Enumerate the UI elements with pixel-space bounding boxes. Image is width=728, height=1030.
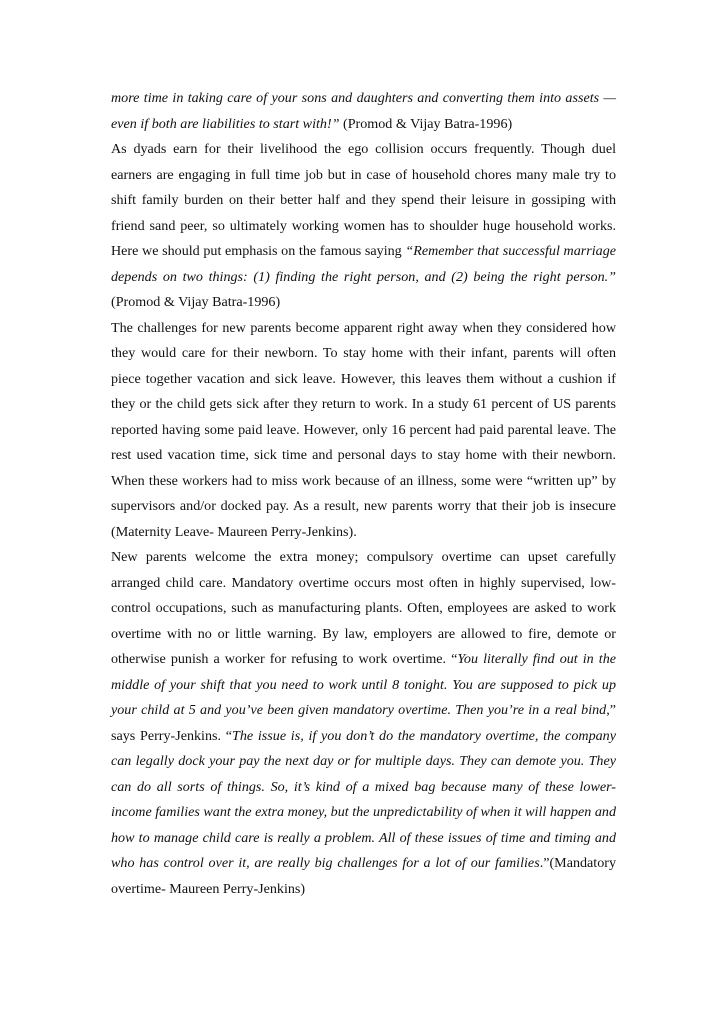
citation: (Promod & Vijay Batra-1996) — [111, 294, 281, 310]
body-text: New parents welcome the extra money; compulsory overtime can upset carefully arranged child care. Mandatory overtime occurs most often in highly supervised, low-control occupations, such as manufacturing plants. Often, employees are asked to work overtime with no or little warning. By law, employers are allowed to fire, demote or otherwise punish a worker for refusing to work overtime. “ — [111, 549, 616, 667]
italic-quote: more time in taking care of your sons and daughters and converting them into assets —even if both are liabilities to start with!” — [111, 90, 616, 132]
italic-quote: The issue is, if you don’t do the mandatory overtime, the company can legally dock your pay the next day or for multiple days. They can demote you. They can do all sorts of things. So, it’s kind of a mixed bag because many of these lower-income families want the extra money, but the unpredictability of when it will happen and how to manage child care is really a problem. All of these issues of time and timing and who has control over it, are really big challenges for a lot of our families — [111, 727, 616, 871]
body-text: As dyads earn for their livelihood the ego collision occurs frequently. Though duel earners are engaging in full time job but in case of household chores many male try to shift family burden on their better half and they spend their leisure in gossiping with friend sand peer, so ultimately working women has to shoulder huge household works. Here we should put emphasis on the famous saying — [111, 141, 616, 259]
italic-quote: “Remember that successful marriage depends on two things: (1) finding the right person, and (2) being the right person.” — [111, 243, 616, 285]
document-body — [111, 86, 616, 902]
paragraph-new-parents-challenges — [111, 316, 616, 546]
body-text: ,” says Perry-Jenkins. “ — [111, 702, 616, 744]
citation: .”(Mandatory overtime- Maureen Perry-Jenkins) — [111, 855, 616, 897]
paragraph-mandatory-overtime — [111, 545, 616, 902]
paragraph-batra-quote-continued — [111, 86, 616, 137]
paragraph-dyads — [111, 137, 616, 316]
italic-quote: You literally find out in the middle of your shift that you need to work until 8 tonight. You are supposed to pick up your child at 5 and you’ve been given mandatory overtime. Then you’re in a real bind — [111, 651, 616, 718]
citation: (Promod & Vijay Batra-1996) — [339, 115, 513, 132]
body-text: The challenges for new parents become apparent right away when they considered how they would care for their newborn. To stay home with their infant, parents will often piece together vacation and sick leave. However, this leaves them without a cushion if they or the child gets sick after they return to work. In a study 61 percent of US parents reported having some paid leave. However, only 16 percent had paid parental leave. The rest used vacation time, sick time and personal days to stay home with their newborn. When these workers had to miss work because of an illness, some were “written up” by supervisors and/or docked pay. As a result, new parents worry that their job is insecure (Maternity Leave- Maureen Perry-Jenkins). — [111, 319, 616, 540]
